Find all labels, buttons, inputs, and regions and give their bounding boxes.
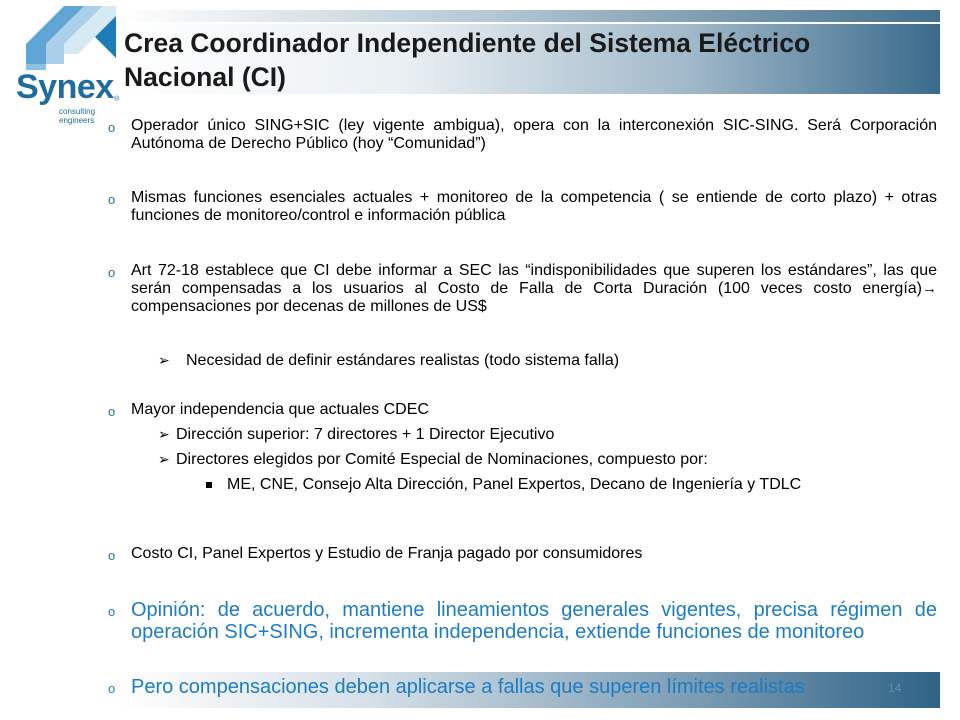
bullet-marker: o xyxy=(108,192,116,207)
page-number: 14 xyxy=(888,681,902,695)
logo-wordmark: Synex xyxy=(16,68,114,106)
arrowhead-bullet-icon: ➢ xyxy=(158,352,170,368)
bullet-5-text: Costo CI, Panel Expertos y Estudio de Franja pagado por consumidores xyxy=(131,545,643,562)
slide-title: Crea Coordinador Independiente del Sistema Eléctrico Nacional (CI) xyxy=(124,28,811,92)
bullet-marker: o xyxy=(108,604,116,619)
bullet-3-text xyxy=(131,262,937,316)
arrowhead-bullet-icon: ➢ xyxy=(158,426,170,442)
bullet-3-sub-1: Necesidad de definir estándares realistas (todo sistema falla) xyxy=(186,352,620,369)
bullet-4-text: Mayor independencia que actuales CDEC xyxy=(131,401,429,418)
bullet-marker: o xyxy=(108,265,116,280)
bullet-marker: o xyxy=(108,404,116,419)
arrowhead-bullet-icon: ➢ xyxy=(158,451,170,467)
bullet-4-sub-2: Directores elegidos por Comité Especial de Nominaciones, compuesto por: xyxy=(176,451,708,468)
bullet-6-opinion: Opinión: de acuerdo, mantiene lineamientos generales vigentes, precisa régimen de operación SIC+SING, incrementa independencia, extiende funciones de monitoreo xyxy=(131,599,937,643)
bullet-marker: o xyxy=(108,681,116,696)
bullet-marker: o xyxy=(108,548,116,563)
bullet-4-sub-1: Dirección superior: 7 directores + 1 Director Ejecutivo xyxy=(176,426,555,443)
bullet-marker: o xyxy=(108,120,116,135)
bullet-4-subsub-1: ME, CNE, Consejo Alta Dirección, Panel Expertos, Decano de Ingeniería y TDLC xyxy=(227,476,802,493)
bullet-1-text: Operador único SING+SIC (ley vigente ambigua), opera con la interconexión SIC-SING. Será Corporación Autónoma de Derecho Público (hoy “Comunidad”) xyxy=(131,117,937,152)
square-bullet-icon xyxy=(206,482,212,488)
bullet-3-text-after: compensaciones por decenas de millones de US$ xyxy=(131,298,487,315)
bullet-7-text: Pero compensaciones deben aplicarse a fallas que superen límites realistas xyxy=(131,676,805,698)
bullet-2-text: Mismas funciones esenciales actuales + monitoreo de la competencia ( se entiende de corto plazo) + otras funciones de monitoreo/control e información pública xyxy=(131,189,937,224)
bullet-3-text-before: Art 72-18 establece que CI debe informar a SEC las “indisponibilidades que superen los estándares”, las que serán compensadas a los usuarios al Costo de Falla de Corta Duración (100 veces costo energía) xyxy=(131,262,937,297)
right-arrow-icon: → xyxy=(922,280,937,297)
logo-registered-mark: ® xyxy=(114,96,120,103)
logo-tagline: consulting engineers xyxy=(59,107,96,125)
